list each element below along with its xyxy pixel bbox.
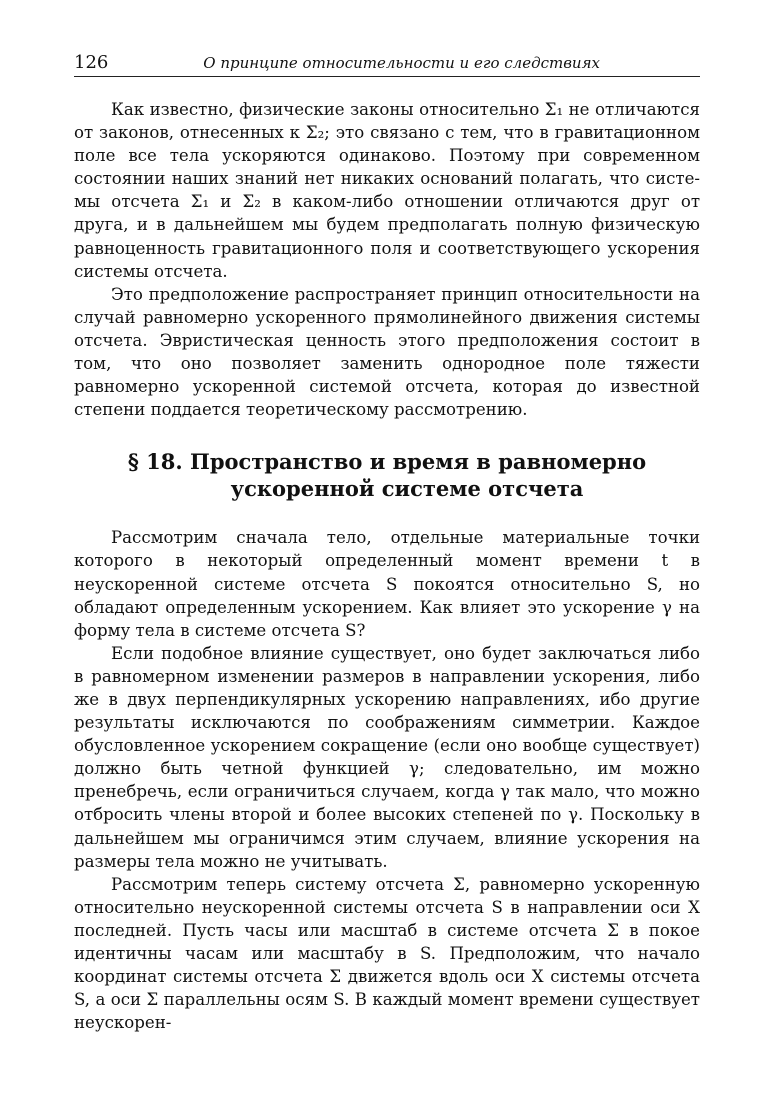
section-heading-line: § 18. Пространство и время в равномерно bbox=[127, 449, 647, 475]
page-number: 126 bbox=[74, 52, 109, 73]
paragraph: Рассмотрим теперь систему отсчета Σ, равномерно ускоренную относительно неускоренной системы отсчета S в направлении оси X последней. Пусть часы или масштаб в системе отсчета Σ в покое идентичны часам или масштабу в S. Предположим, что начало координат системы отсчета Σ движется вдоль оси X системы отсчета S, а оси Σ параллельны осям S. В каждый момент времени существует неускорен- bbox=[74, 874, 700, 1033]
section-heading-line: ускоренной системе отсчета bbox=[230, 476, 584, 502]
running-header bbox=[74, 50, 700, 77]
paragraph: Как известно, физические законы относительно Σ₁ не отличаются от законов, отнесенных к Σ₂; это связано с тем, что в гравитационном поле все тела ускоряются одинаково. Поэтому при современном состоянии наших знаний нет никаких оснований полагать, что системы отсчета Σ₁ и Σ₂ в каком-либо отношении отличаются друг от друга, и в дальнейшем мы будем предполагать полную физическую равноценность гравитационного поля и соответствующего ускорения системы отсчета. bbox=[74, 100, 700, 281]
section-heading bbox=[74, 448, 700, 502]
paragraph: Если подобное влияние существует, оно будет заключаться либо в равномерном изменении размеров в направлении ускорения, либо же в двух перпендикулярных ускорению направлениях, ибо другие результаты исключаются по соображениям симметрии. Каждое обусловленное ускорением сокращение (если оно вообще существует) должно быть четной функцией γ; следовательно, им можно пренебречь, если ограничиться случаем, когда γ так мало, что можно отбросить члены второй и более высоких степеней по γ. Поскольку в дальнейшем мы ограничимся этим случаем, влияние ускорения на размеры тела можно не учитывать. bbox=[74, 643, 700, 871]
paragraph: Рассмотрим сначала тело, отдельные материальные точки которого в некоторый определенный момент времени t в неускоренной системе отсчета S покоятся относительно S, но обладают определенным ускорением. Как влияет это ускорение γ на форму тела в системе отсчета S? bbox=[74, 528, 700, 640]
body-text bbox=[74, 98, 700, 1034]
paragraph: Это предположение распространяет принцип относительности на случай равномерно ускоренного прямолинейного движения системы отсчета. Эвристическая ценность этого предположения состоит в том, что оно позволяет заменить однородное поле тяжести равномерно ускоренной системой отсчета, которая до известной степени поддается теоретическому рассмотрению. bbox=[74, 284, 700, 420]
running-title: О принципе относительности и его следствиях bbox=[203, 54, 600, 72]
